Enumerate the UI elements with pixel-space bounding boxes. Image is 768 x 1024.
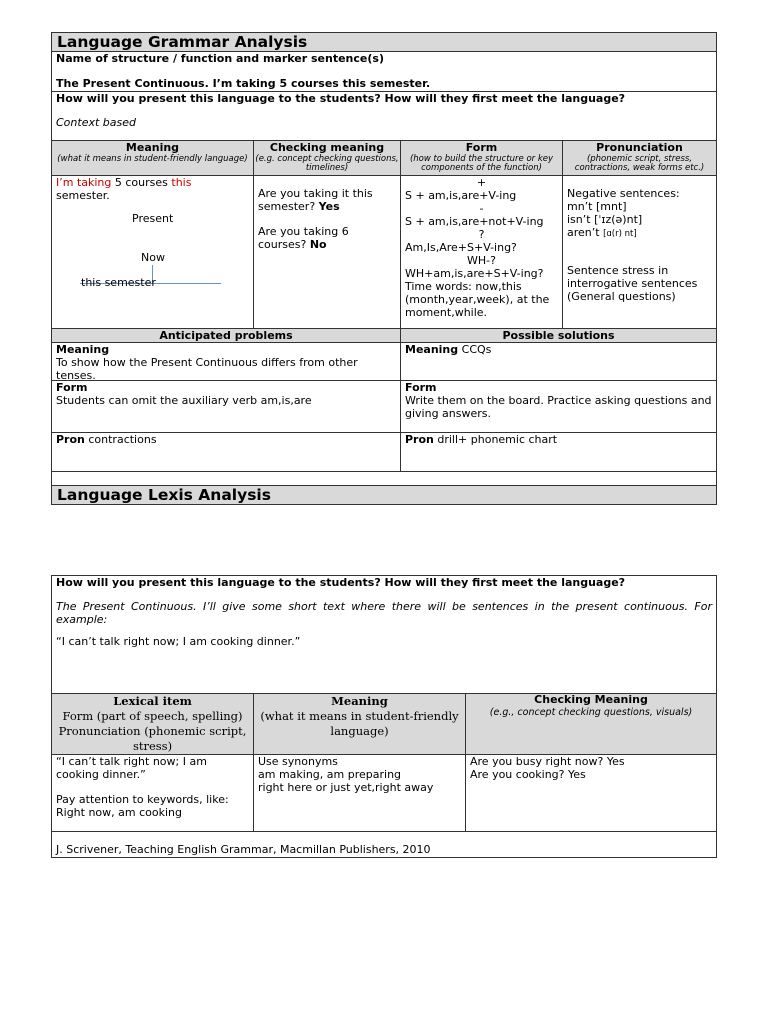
lexis-header-meaning-sub: (what it means in student-friendly language)	[260, 708, 459, 738]
header-checking	[253, 140, 401, 176]
form-negative: S + am,is,are+not+V-ing	[405, 214, 544, 228]
problem-form-label: Form	[56, 381, 88, 394]
lexis-meaning-cell	[253, 754, 466, 832]
problems-header: Anticipated problems	[51, 328, 401, 343]
lexis-header-checking	[465, 693, 717, 755]
lexis-meaning-2: am making, am preparing	[258, 767, 402, 781]
ccq-1-answer: Yes	[318, 199, 340, 213]
header-checking-sub: (e.g. concept checking questions, timelines)	[255, 153, 399, 174]
pronunciation-cell	[562, 175, 717, 329]
header-form	[400, 140, 563, 176]
pron-isnt: isn’t [ˈɪz(ə)nt]	[567, 212, 643, 226]
header-form-sub: (how to build the structure or key components of the function)	[409, 153, 554, 174]
structure-name-label: Name of structure / function and marker sentence(s)	[56, 52, 384, 65]
lexis-present-question: How will you present this language to the students? How will they first meet the language?	[56, 576, 626, 589]
form-question: Am,Is,Are+S+V-ing?	[405, 240, 517, 254]
header-meaning-sub: (what it means in student-friendly language)	[57, 153, 248, 164]
solutions-header: Possible solutions	[400, 328, 717, 343]
solution-pron-text: drill+ phonemic chart	[433, 433, 558, 446]
solution-pron-label: Pron	[405, 433, 434, 446]
lexis-item-cell	[51, 754, 254, 832]
present-language-box	[51, 91, 717, 141]
lexis-header-checking-sub: (e.g., concept checking questions, visuals)	[489, 706, 693, 718]
reference-row	[51, 831, 717, 858]
header-pron-sub: (phonemic script, stress, contractions, weak forms etc.)	[574, 153, 705, 174]
solution-pron	[400, 432, 717, 472]
marker-sentence: The Present Continuous. I’m taking 5 courses this semester.	[56, 76, 431, 90]
meaning-red-1: I’m taking	[56, 176, 112, 189]
pron-arent: aren’t	[567, 225, 604, 239]
form-cell	[400, 175, 563, 329]
lexis-present-box	[51, 575, 717, 694]
lexis-header-checking-title: Checking Meaning	[534, 693, 648, 706]
meaning-text-4: semester.	[56, 188, 110, 202]
lexis-meaning-3: right here or just yet,right away	[258, 780, 434, 794]
header-form-title: Form	[465, 141, 498, 154]
present-question: How will you present this language to the students? How will they first meet the language?	[56, 92, 626, 105]
pron-negative: Negative sentences:	[567, 187, 680, 200]
lexis-header-item-title: Lexical item	[113, 694, 192, 708]
solution-meaning	[400, 342, 717, 381]
lexis-header-item-pron: Pronunciation (phonemic script, stress)	[58, 723, 247, 753]
header-checking-title: Checking meaning	[269, 141, 385, 154]
meaning-red-3: this	[171, 176, 192, 189]
pron-stress: Sentence stress in interrogative sentences (General questions)	[567, 263, 698, 303]
lexis-header-item	[51, 693, 254, 755]
timeline-now-label: Now	[141, 251, 165, 264]
pron-arent-ipa: [ɑ(r) nt]	[603, 228, 637, 239]
solution-form-text: Write them on the board. Practice asking questions and giving answers.	[405, 393, 712, 420]
meaning-cell	[51, 175, 254, 329]
pron-mnt: mn’t [mnt]	[567, 199, 627, 213]
problem-meaning-text: To show how the Present Continuous differs from other tenses.	[56, 355, 358, 382]
lexis-ccq-2: Are you cooking? Yes	[470, 767, 586, 781]
lexis-ccq-1: Are you busy right now? Yes	[470, 755, 625, 768]
problem-meaning-label: Meaning	[56, 343, 110, 356]
form-minus: -	[479, 201, 484, 215]
timeline-present-label: Present	[132, 212, 174, 225]
lexis-meaning-1: Use synonyms	[258, 755, 338, 768]
header-pron-title: Pronunciation	[596, 141, 683, 154]
solution-form-label: Form	[405, 381, 437, 394]
reference-text: J. Scrivener, Teaching English Grammar, Macmillan Publishers, 2010	[56, 843, 431, 856]
lexis-header-meaning	[253, 693, 466, 755]
form-time-words: Time words: now,this (month,year,week), at the moment,while.	[405, 279, 550, 319]
timeline-semester-label: this semester	[81, 276, 156, 289]
ccq-1: Are you taking it this semester?	[258, 187, 373, 213]
solution-form	[400, 380, 717, 433]
lexis-item-keywords: Pay attention to keywords, like: Right now, am cooking	[56, 792, 229, 819]
problem-pron	[51, 432, 401, 472]
header-pronunciation	[562, 140, 717, 176]
empty-row	[51, 471, 717, 486]
grammar-title: Language Grammar Analysis	[51, 32, 717, 52]
solution-meaning-label: Meaning	[405, 343, 459, 356]
problem-pron-label: Pron	[56, 433, 85, 446]
lexis-header-item-form: Form (part of speech, spelling)	[62, 708, 243, 723]
ccq-2-answer: No	[309, 237, 327, 251]
problem-meaning	[51, 342, 401, 381]
solution-meaning-text: CCQs	[458, 343, 492, 356]
form-wh-label: WH-?	[467, 253, 496, 267]
header-meaning	[51, 140, 254, 176]
problem-form-text: Students can omit the auxiliary verb am,is,are	[56, 393, 312, 407]
lexis-header-meaning-title: Meaning	[331, 694, 388, 708]
lexis-checking-cell	[465, 754, 717, 832]
header-meaning-title: Meaning	[125, 141, 180, 154]
problem-pron-text: contractions	[84, 433, 157, 446]
form-wh-question: WH+am,is,are+S+V-ing?	[405, 266, 544, 280]
form-affirmative: S + am,is,are+V-ing	[405, 188, 517, 202]
form-question-mark: ?	[478, 227, 485, 241]
lexis-title: Language Lexis Analysis	[51, 485, 717, 505]
ccq-2: Are you taking 6 courses?	[258, 224, 349, 251]
context-text: Context based	[56, 115, 136, 129]
problem-form	[51, 380, 401, 433]
structure-name-box	[51, 51, 717, 92]
lexis-item-sentence: “I can’t talk right now; I am cooking dinner.”	[56, 755, 207, 781]
lexis-example: “I can’t talk right now; I am cooking dinner.”	[56, 634, 301, 648]
form-plus: +	[476, 176, 487, 189]
lexis-present-answer: The Present Continuous. I’ll give some short text where there will be sentences in the present continuous. For example:	[56, 599, 712, 626]
checking-cell	[253, 175, 401, 329]
meaning-text-2: 5 courses	[111, 176, 172, 189]
